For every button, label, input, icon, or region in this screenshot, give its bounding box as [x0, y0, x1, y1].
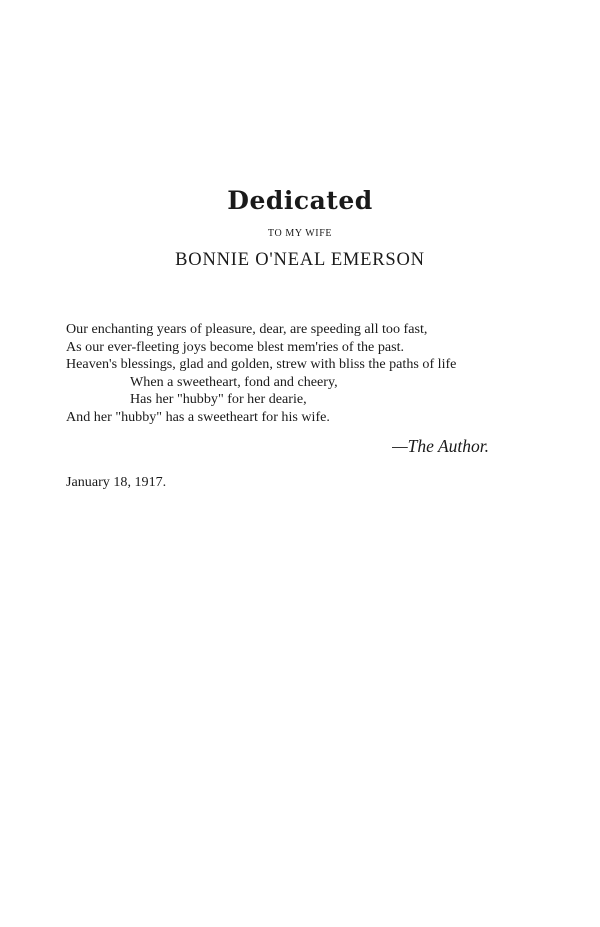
dedicatee-name: BONNIE O'NEAL EMERSON [175, 250, 425, 270]
dedication-poem [66, 321, 536, 427]
dedication-date: January 18, 1917. [66, 474, 167, 490]
poem-line: Has her "hubby" for her dearie, [130, 391, 307, 408]
poem-line: And her "hubby" has a sweetheart for his wife. [66, 408, 330, 425]
poem-line: Our enchanting years of pleasure, dear, are speeding all too fast, [66, 321, 428, 337]
author-signature: —The Author. [392, 436, 489, 456]
poem-line: As our ever-fleeting joys become blest mem'ries of the past. [66, 338, 405, 355]
dedication-to-line: TO MY WIFE [267, 228, 333, 239]
dedication-heading: Dedicated [227, 186, 373, 215]
poem-line: When a sweetheart, fond and cheery, [130, 373, 338, 390]
poem-line: Heaven's blessings, glad and golden, strew with bliss the paths of life [66, 356, 457, 373]
